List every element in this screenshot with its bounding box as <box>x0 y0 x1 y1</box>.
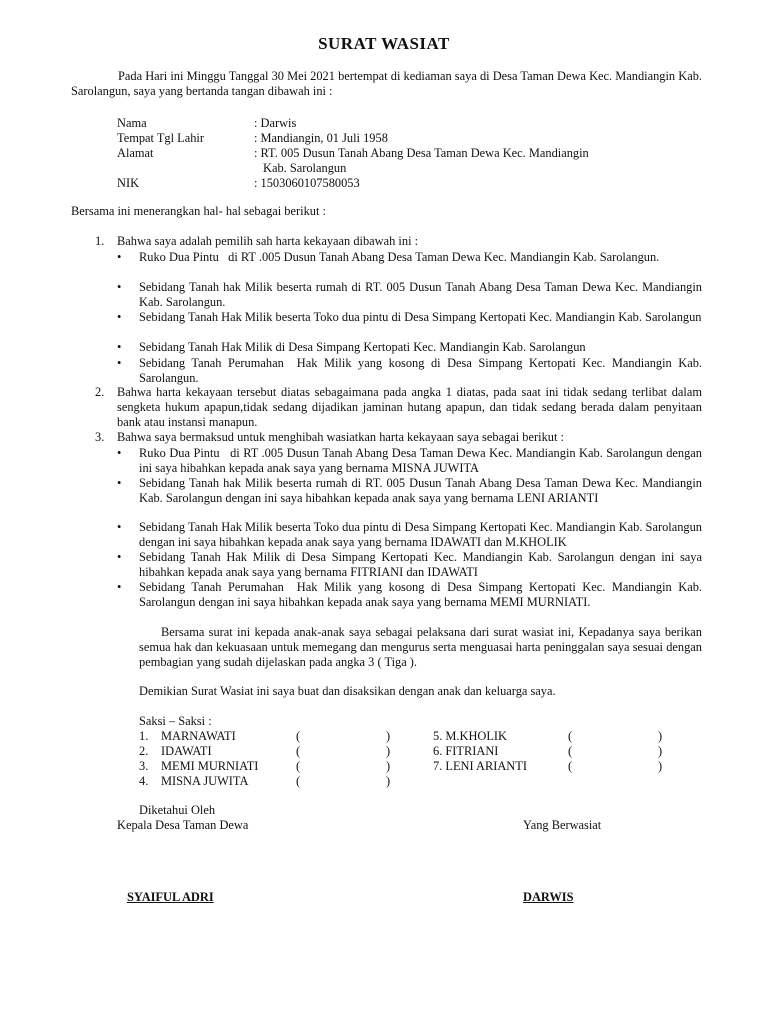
witness-signature-close: ) <box>386 759 391 773</box>
witness-signature-close: ) <box>658 729 663 743</box>
bullet-icon: • <box>117 356 122 370</box>
identity-label: NIK <box>117 176 140 190</box>
point-number: 2. <box>95 385 105 399</box>
witness-signature-close: ) <box>658 744 663 758</box>
point-text: Bahwa harta kekayaan tersebut diatas sebagaimana pada angka 1 diatas, pada saat ini tidak sedang terlibat dalam sengketa hukum apapun,tidak sedang dijadikan jaminan hutang apapun, dan tidak sedang berada dalam penyitaan bank atau instansi manapun. <box>117 385 702 430</box>
witness-signature-open: ( <box>568 744 573 758</box>
list-item: Sebidang Tanah Perumahan Hak Milik yang kosong di Desa Simpang Kertopati Kec. Mandiangin Kab. Sarolangun dengan ini saya hibahkan kepada anak saya yang bernama MEMI MURNIATI. <box>139 580 702 610</box>
bullet-icon: • <box>117 550 122 564</box>
list-item: Sebidang Tanah hak Milik beserta rumah di RT. 005 Dusun Tanah Abang Desa Taman Dewa Kec. Mandiangin Kab. Sarolangun. <box>139 280 702 310</box>
list-item: Sebidang Tanah Perumahan Hak Milik yang kosong di Desa Simpang Kertopati Kec. Mandiangin Kab. Sarolangun. <box>139 356 702 386</box>
known-by-label: Diketahui Oleh <box>139 803 216 817</box>
point-text: Bahwa saya adalah pemilih sah harta kekayaan dibawah ini : <box>117 234 419 248</box>
witness-name: 6. FITRIANI <box>433 744 499 758</box>
bullet-icon: • <box>117 340 122 354</box>
bullet-icon: • <box>117 280 122 294</box>
identity-label: Tempat Tgl Lahir <box>117 131 204 145</box>
identity-value: : 1503060107580053 <box>254 176 360 190</box>
list-item: Sebidang Tanah hak Milik beserta rumah di RT. 005 Dusun Tanah Abang Desa Taman Dewa Kec. Mandiangin Kab. Sarolangun dengan ini saya hibahkan kepada anak saya yang bernama LENI ARIANTI <box>139 476 702 506</box>
document-title: SURAT WASIAT <box>318 34 450 53</box>
witness-name: MEMI MURNIATI <box>161 759 259 773</box>
bullet-icon: • <box>117 446 122 460</box>
witness-name: 7. LENI ARIANTI <box>433 759 527 773</box>
witness-number: 2. <box>139 744 149 758</box>
closing-statement: Demikian Surat Wasiat ini saya buat dan disaksikan dengan anak dan keluarga saya. <box>139 684 556 698</box>
witness-signature-close: ) <box>658 759 663 773</box>
witness-number: 4. <box>139 774 149 788</box>
village-head-name: SYAIFUL ADRI <box>127 890 214 904</box>
witness-signature-open: ( <box>568 759 573 773</box>
identity-label: Nama <box>117 116 147 130</box>
witness-name: MARNAWATI <box>161 729 236 743</box>
witness-signature-open: ( <box>296 759 301 773</box>
point-number: 3. <box>95 430 105 444</box>
identity-value: : RT. 005 Dusun Tanah Abang Desa Taman Dewa Kec. Mandiangin <box>254 146 589 160</box>
village-head-title: Kepala Desa Taman Dewa <box>117 818 249 832</box>
identity-value: Kab. Sarolangun <box>263 161 347 175</box>
list-item: Sebidang Tanah Hak Milik di Desa Simpang Kertopati Kec. Mandiangin Kab. Sarolangun <box>139 340 586 354</box>
witness-signature-close: ) <box>386 729 391 743</box>
testator-title: Yang Berwasiat <box>523 818 602 832</box>
opening-paragraph: Pada Hari ini Minggu Tanggal 30 Mei 2021 bertempat di kediaman saya di Desa Taman Dewa Kec. Mandiangin Kab. Sarolangun, saya yang bertanda tangan dibawah ini : <box>71 69 702 99</box>
point-number: 1. <box>95 234 105 248</box>
witness-signature-close: ) <box>386 744 391 758</box>
bullet-icon: • <box>117 520 122 534</box>
witness-number: 1. <box>139 729 149 743</box>
witness-name: MISNA JUWITA <box>161 774 249 788</box>
list-item: Sebidang Tanah Hak Milik beserta Toko dua pintu di Desa Simpang Kertopati Kec. Mandiangin Kab. Sarolangun <box>139 310 702 324</box>
list-item: Ruko Dua Pintu di RT .005 Dusun Tanah Abang Desa Taman Dewa Kec. Mandiangin Kab. Sarolangun dengan ini saya hibahkan kepada anak saya yang bernama MISNA JUWITA <box>139 446 702 476</box>
witness-number: 3. <box>139 759 149 773</box>
identity-label: Alamat <box>117 146 154 160</box>
witness-signature-open: ( <box>296 729 301 743</box>
identity-value: : Darwis <box>254 116 297 130</box>
identity-value: : Mandiangin, 01 Juli 1958 <box>254 131 388 145</box>
witness-name: 5. M.KHOLIK <box>433 729 507 743</box>
list-item: Sebidang Tanah Hak Milik di Desa Simpang Kertopati Kec. Mandiangin Kab. Sarolangun dengan ini saya hibahkan kepada anak saya yang bernama FITRIANI dan IDAWATI <box>139 550 702 580</box>
bullet-icon: • <box>117 580 122 594</box>
intro-line: Bersama ini menerangkan hal- hal sebagai berikut : <box>71 204 326 218</box>
witnesses-label: Saksi – Saksi : <box>139 714 212 728</box>
bullet-icon: • <box>117 310 122 324</box>
bullet-icon: • <box>117 250 122 264</box>
testator-name: DARWIS <box>523 890 574 904</box>
list-item: Ruko Dua Pintu di RT .005 Dusun Tanah Abang Desa Taman Dewa Kec. Mandiangin Kab. Sarolangun. <box>139 250 660 264</box>
witness-signature-open: ( <box>296 744 301 758</box>
bullet-icon: • <box>117 476 122 490</box>
witness-signature-open: ( <box>296 774 301 788</box>
witness-signature-close: ) <box>386 774 391 788</box>
list-item: Sebidang Tanah Hak Milik beserta Toko dua pintu di Desa Simpang Kertopati Kec. Mandiangin Kab. Sarolangun dengan ini saya hibahkan kepada anak saya yang bernama IDAWATI dan M.KHOLIK <box>139 520 702 550</box>
witness-signature-open: ( <box>568 729 573 743</box>
witness-name: IDAWATI <box>161 744 212 758</box>
closing-paragraph: Bersama surat ini kepada anak-anak saya sebagai pelaksana dari surat wasiat ini, Kepadanya saya berikan semua hak dan kekuasaan untuk memegang dan mengurus serta menguasai harta peninggalan saya sesuai dengan pembagian yang sudah dijelaskan pada angka 3 ( Tiga ). <box>139 625 702 670</box>
point-text: Bahwa saya bermaksud untuk menghibah wasiatkan harta kekayaan saya sebagai berikut : <box>117 430 564 444</box>
